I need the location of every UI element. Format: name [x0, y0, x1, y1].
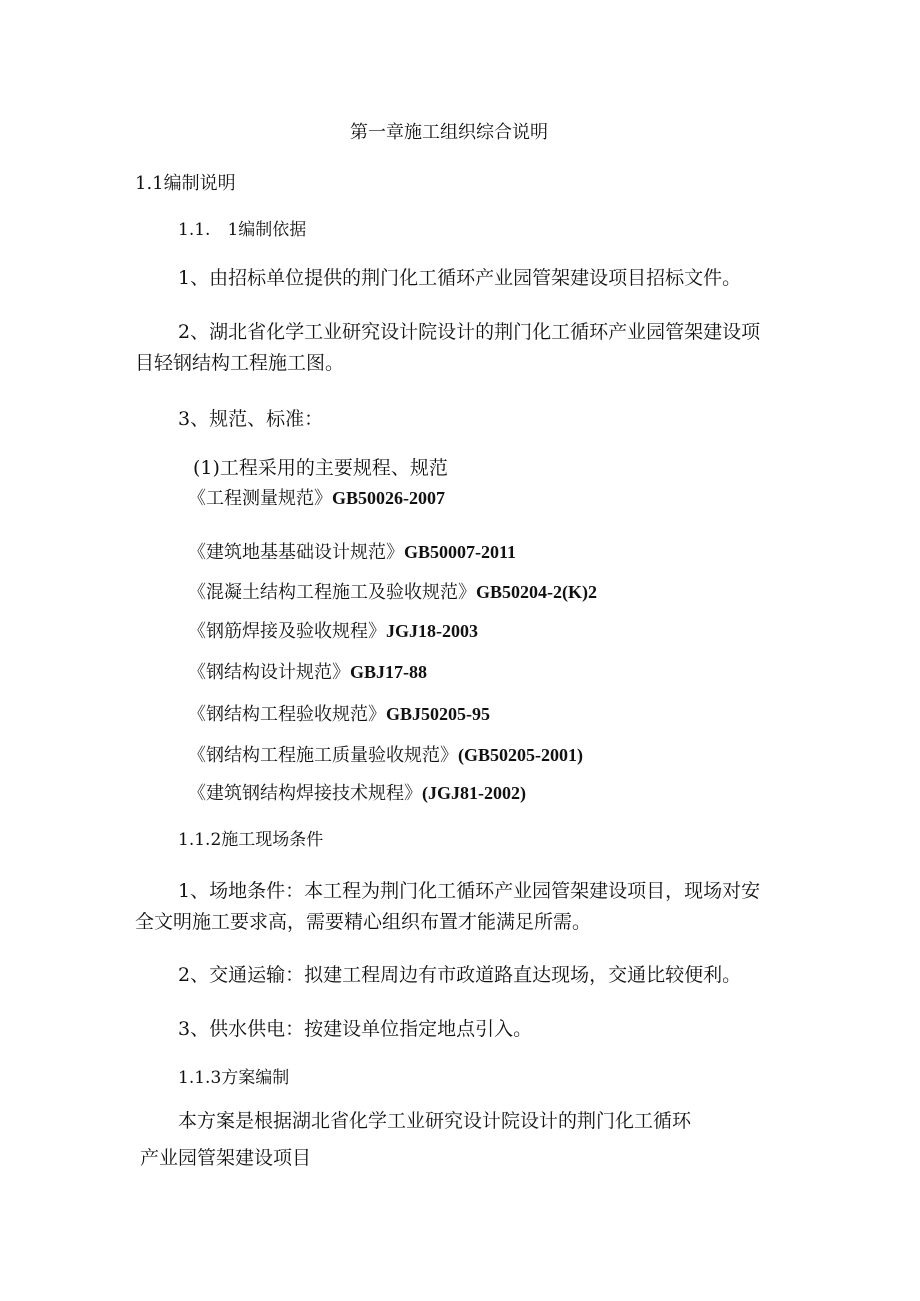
standards-intro: (1)工程采用的主要规程、规范	[193, 457, 448, 479]
standard-code: GB50007-2011	[404, 542, 517, 562]
standard-name: 《钢结构工程验收规范》	[188, 704, 386, 725]
standard-code: GBJ17-88	[350, 662, 428, 682]
standard-item	[188, 746, 583, 765]
standard-item	[188, 489, 445, 508]
standard-item	[188, 663, 427, 682]
standard-name: 《钢结构工程施工质量验收规范》	[188, 745, 458, 766]
basis-item-2-line-2: 目轻钢结构工程施工图。	[135, 352, 345, 374]
standard-code: JGJ18-2003	[386, 621, 478, 641]
plan-line-1: 本方案是根据湖北省化学工业研究设计院设计的荆门化工循环	[178, 1110, 692, 1132]
standard-name: 《建筑钢结构焊接技术规程》	[188, 783, 422, 804]
section-heading-1-1-2: 1.1.2施工现场条件	[178, 830, 324, 850]
standard-name: 《钢筋焊接及验收规程》	[188, 621, 386, 642]
page-title: 第一章施工组织综合说明	[350, 122, 548, 143]
site-item-1-line-1: 1、场地条件：本工程为荆门化工循环产业园管架建设项目，现场对安	[178, 880, 761, 902]
section-heading-1-1: 1.1编制说明	[135, 173, 236, 194]
standard-code: (JGJ81-2002)	[422, 783, 526, 803]
standard-name: 《建筑地基基础设计规范》	[188, 542, 404, 563]
basis-item-2-line-1: 2、湖北省化学工业研究设计院设计的荆门化工循环产业园管架建设项	[178, 321, 761, 343]
standard-code: (GB50205-2001)	[458, 745, 583, 765]
standard-code: GB50204-2(K)2	[476, 582, 597, 602]
standard-name: 《工程测量规范》	[188, 488, 332, 509]
basis-item-3: 3、规范、标准：	[178, 408, 324, 430]
section-heading-1-1-1: 1.1. 1编制依据	[178, 220, 307, 240]
section-heading-1-1-3: 1.1.3方案编制	[178, 1068, 290, 1088]
standard-item	[188, 583, 597, 602]
standard-item	[188, 543, 516, 562]
site-item-2: 2、交通运输：拟建工程周边有市政道路直达现场，交通比较便利。	[178, 964, 742, 986]
site-item-1-line-2: 全文明施工要求高，需要精心组织布置才能满足所需。	[135, 911, 592, 933]
basis-item-1: 1、由招标单位提供的荆门化工循环产业园管架建设项目招标文件。	[178, 267, 742, 289]
standard-item	[188, 622, 478, 641]
standard-code: GBJ50205-95	[386, 704, 491, 724]
site-item-3: 3、供水供电：按建设单位指定地点引入。	[178, 1018, 533, 1040]
standard-item	[188, 705, 490, 724]
standard-name: 《混凝土结构工程施工及验收规范》	[188, 582, 476, 603]
standard-item	[188, 784, 526, 803]
standard-code: GB50026-2007	[332, 488, 446, 508]
plan-line-2: 产业园管架建设项目	[140, 1147, 312, 1169]
standard-name: 《钢结构设计规范》	[188, 662, 350, 683]
